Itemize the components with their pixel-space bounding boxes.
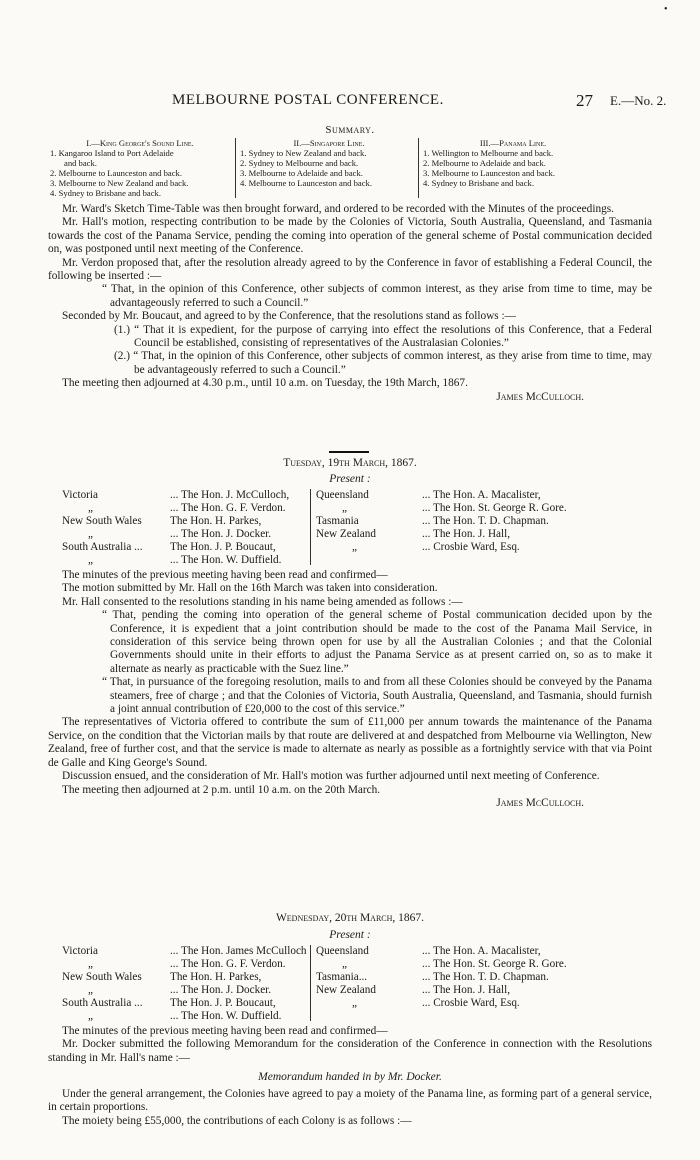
- colony: New Zealand: [316, 528, 376, 540]
- attendance-row: [62, 945, 622, 958]
- paragraph: Mr. Hall consented to the resolutions standing in his name being amended as follows :—: [62, 595, 463, 608]
- delegate: ... The Hon. T. D. Chapman.: [422, 515, 549, 527]
- delegate: The Hon. J. P. Boucaut,: [170, 541, 276, 553]
- paragraph: The minutes of the previous meeting having been read and confirmed—: [62, 1025, 388, 1037]
- paragraph: The moiety being £55,000, the contributions of each Colony is as follows :—: [62, 1114, 412, 1127]
- paragraph: The meeting then adjourned at 2 p.m. until 10 a.m. on the 20th March.: [62, 783, 381, 796]
- section-proceedings: [48, 203, 652, 404]
- page-title: MELBOURNE POSTAL CONFERENCE.: [172, 92, 444, 108]
- attendance-row: [62, 528, 622, 541]
- colony: „: [342, 502, 347, 514]
- section-memorandum: [48, 1088, 652, 1128]
- summary-heading: Summary.: [325, 124, 375, 136]
- section-divider: [329, 451, 369, 453]
- attendance-list: [62, 489, 622, 567]
- delegate: ... The Hon. G. F. Verdon.: [170, 958, 286, 970]
- delegate: ... The Hon. W. Duffield.: [170, 1010, 282, 1022]
- colony: New Zealand: [316, 984, 376, 996]
- colony: Victoria: [62, 945, 98, 957]
- delegate: ... The Hon. St. George R. Gore.: [422, 502, 567, 514]
- colony: New South Wales: [62, 515, 142, 527]
- paragraph: Discussion ensued, and the consideration of Mr. Hall's motion was further adjourned until next meeting of Conference.: [62, 770, 600, 783]
- paragraph: Seconded by Mr. Boucaut, and agreed to by the Conference, that the resolutions stand as follows :—: [62, 310, 516, 323]
- colony: „: [88, 1010, 93, 1022]
- paragraph: Mr. Hall's motion, respecting contribution to be made by the Colonies of Victoria, South Australia, Queensland, and Tasmania towards the cost of the Panama Service, pending the coming into operation of the general scheme of Postal communication decided on, was postponed until next meeting of the Conference.: [48, 216, 652, 256]
- colony: „: [88, 502, 93, 514]
- paragraph: The representatives of Victoria offered to contribute the sum of £11,000 per annum towards the maintenance of the Panama Service, on the condition that the Victorian mails by that route are delivered at and despatched from Melbourne via Wellington, New Zealand, free of further cost, and that the service is made to alternate as nearly as possible as a fortnightly service with that via Point de Galle and King George's Sound.: [48, 716, 652, 769]
- resolution-item: (2.) “ That, in the opinion of this Conference, other subjects of common interest, as they arise from time to time, may be advantageously referred to such a Council.”: [114, 350, 652, 376]
- paragraph: The motion submitted by Mr. Hall on the 16th March was taken into consideration.: [62, 582, 438, 595]
- summary-item: 1. Wellington to Melbourne and back.: [423, 148, 554, 158]
- summary-item: 2. Sydney to Melbourne and back.: [240, 158, 359, 168]
- quoted-resolution: “ That, in the opinion of this Conference, other subjects of common interest, as they arise from time to time, may be advantageously referred to such a Council.”: [102, 283, 652, 309]
- delegate: ... Crosbie Ward, Esq.: [422, 541, 520, 553]
- colony: Queensland: [316, 945, 369, 957]
- delegate: ... The Hon. James McCulloch: [170, 945, 307, 957]
- delegate: The Hon. H. Parkes,: [170, 971, 262, 983]
- delegate: ... The Hon. W. Duffield.: [170, 554, 282, 566]
- delegate: The Hon. H. Parkes,: [170, 515, 262, 527]
- corner-mark: •: [664, 4, 668, 15]
- meeting-date: Wednesday, 20th March, 1867.: [275, 912, 425, 924]
- summary-item: and back.: [64, 158, 97, 168]
- summary-item: 3. Melbourne to New Zealand and back.: [50, 178, 189, 188]
- summary-item: 3. Melbourne to Adelaide and back.: [240, 168, 363, 178]
- delegate: The Hon. J. P. Boucaut,: [170, 997, 276, 1009]
- paragraph: Mr. Verdon proposed that, after the resolution already agreed to by the Conference in favor of establishing a Federal Council, the following be inserted :—: [48, 256, 652, 283]
- colony: Tasmania: [316, 515, 359, 527]
- colony: „: [342, 958, 347, 970]
- delegate: ... The Hon. J. Hall,: [422, 984, 511, 996]
- summary-column-title: II.—Singapore Line.: [293, 138, 365, 148]
- summary-item: 2. Melbourne to Adelaide and back.: [423, 158, 546, 168]
- quoted-resolution: “ That, in pursuance of the foregoing resolution, mails to and from all these Colonies should be conveyed by the Panama steamers, free of charge ; and that the Colonies of Victoria, South Australia, Queensland, and Tasmania, should furnish a joint annual contribution of £20,000 to the cost of this service.”: [102, 676, 652, 716]
- document-reference: E.—No. 2.: [610, 93, 667, 108]
- colony: South Australia ...: [62, 541, 143, 553]
- delegate: ... The Hon. J. Docker.: [170, 528, 272, 540]
- attendance-row: [62, 489, 622, 502]
- attendance-row: [62, 997, 622, 1010]
- summary-item: 4. Sydney to Brisbane and back.: [50, 188, 161, 198]
- section-tuesday-proceedings: [48, 569, 652, 810]
- summary-column-title: I.—King George's Sound Line.: [86, 138, 194, 148]
- delegate: ... The Hon. A. Macalister,: [422, 489, 541, 501]
- attendance-row: [62, 541, 622, 554]
- page-number: 27: [576, 91, 593, 110]
- delegate: ... The Hon. J. Docker.: [170, 984, 272, 996]
- summary-table: [50, 138, 650, 200]
- paragraph: The meeting then adjourned at 4.30 p.m., until 10 a.m. on Tuesday, the 19th March, 1867.: [62, 377, 468, 390]
- present-label: Present :: [329, 473, 371, 485]
- attendance-row: [62, 984, 622, 997]
- colony: Victoria: [62, 489, 98, 501]
- summary-item: 3. Melbourne to Launceston and back.: [423, 168, 555, 178]
- colony: „: [88, 554, 93, 566]
- colony: Queensland: [316, 489, 369, 501]
- delegate: ... The Hon. St. George R. Gore.: [422, 958, 567, 970]
- signature: James McCulloch.: [496, 390, 584, 403]
- delegate: ... The Hon. J. Hall,: [422, 528, 511, 540]
- section-wednesday-proceedings: [48, 1025, 652, 1065]
- summary-item: 2. Melbourne to Launceston and back.: [50, 168, 182, 178]
- colony: New South Wales: [62, 971, 142, 983]
- attendance-row: [62, 502, 622, 515]
- delegate: ... The Hon. A. Macalister,: [422, 945, 541, 957]
- attendance-row: [62, 958, 622, 971]
- paragraph: Under the general arrangement, the Colonies have agreed to pay a moiety of the Panama line, as forming part of a general service, in certain proportions.: [48, 1088, 652, 1114]
- present-label: Present :: [329, 929, 371, 941]
- meeting-date: Tuesday, 19th March, 1867.: [283, 457, 417, 469]
- delegate: ... The Hon. G. F. Verdon.: [170, 502, 286, 514]
- colony: South Australia ...: [62, 997, 143, 1009]
- summary-column-title: III.—Panama Line.: [479, 138, 547, 148]
- page-header: [0, 92, 700, 110]
- paragraph: Mr. Ward's Sketch Time-Table was then brought forward, and ordered to be recorded with the Minutes of the proceedings.: [62, 203, 614, 215]
- attendance-row: [62, 515, 622, 528]
- attendance-row: [62, 1010, 622, 1023]
- colony: „: [352, 541, 357, 553]
- summary-item: 1. Kangaroo Island to Port Adelaide: [50, 148, 174, 158]
- summary-item: 4. Melbourne to Launceston and back.: [240, 178, 372, 188]
- summary-item: 1. Sydney to New Zealand and back.: [240, 148, 367, 158]
- summary-item: 4. Sydney to Brisbane and back.: [423, 178, 534, 188]
- resolution-item: (1.) “ That it is expedient, for the purpose of carrying into effect the resolutions of this Conference, that a Federal Council be established, consisting of representatives of the Australasian Colonies.”: [114, 323, 652, 350]
- memorandum-title: Memorandum handed in by Mr. Docker.: [258, 1071, 442, 1083]
- attendance-row: [62, 971, 622, 984]
- summary-column-panama: [418, 138, 603, 198]
- colony: „: [352, 997, 357, 1009]
- colony: Tasmania...: [316, 971, 368, 983]
- delegate: ... Crosbie Ward, Esq.: [422, 997, 520, 1009]
- colony: „: [88, 984, 93, 996]
- colony: „: [88, 958, 93, 970]
- paragraph: Mr. Docker submitted the following Memorandum for the consideration of the Conference in connection with the Resolutions standing in Mr. Hall's name :—: [48, 1038, 652, 1064]
- summary-column-singapore: [235, 138, 418, 198]
- colony: „: [88, 528, 93, 540]
- paragraph: The minutes of the previous meeting having been read and confirmed—: [62, 569, 388, 581]
- signature: James McCulloch.: [496, 796, 584, 809]
- attendance-row: [62, 554, 622, 567]
- attendance-list: [62, 945, 622, 1023]
- delegate: ... The Hon. T. D. Chapman.: [422, 971, 549, 983]
- quoted-resolution: “ That, pending the coming into operation of the general scheme of Postal communication decided upon by the Conference, it is expedient that a joint contribution should be made to the cost of the Panama Mail Service, in consideration of this service being thrown open for use by all the Australian Colonies ; and that the Colonial Governments should unite in their efforts to adjust the Panama Service as at present carried on, so as to make it alternate as nearly as practicable with the Suez line.”: [102, 609, 652, 675]
- summary-column-king-georges-sound: [50, 138, 230, 198]
- delegate: ... The Hon. J. McCulloch,: [170, 489, 290, 501]
